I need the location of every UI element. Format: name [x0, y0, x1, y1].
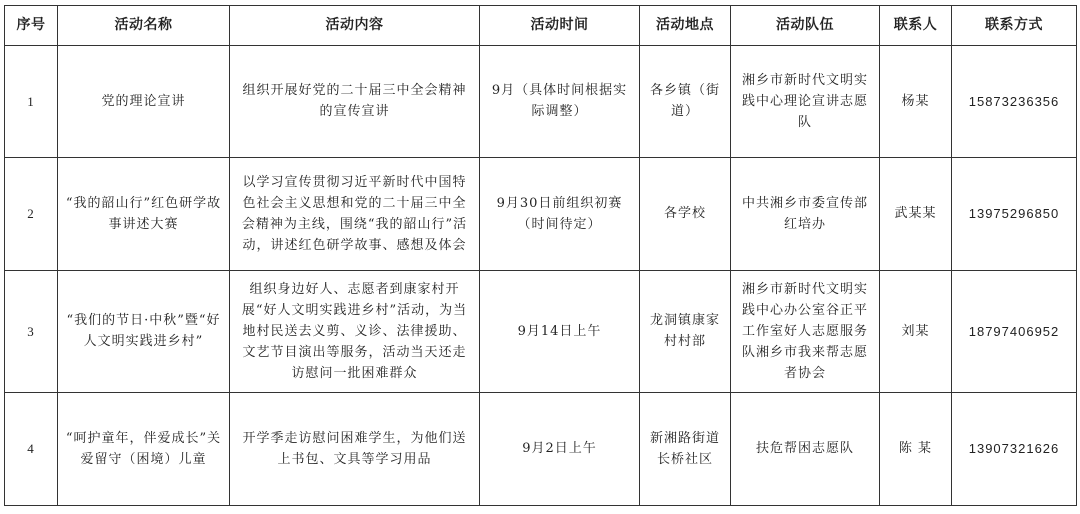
cell-content: 组织身边好人、志愿者到康家村开展“好人文明实践进乡村”活动，为当地村民送去义剪、义诊、法律援助、文艺节目演出等服务，活动当天还走访慰问一批困难群众 [230, 270, 480, 392]
cell-location: 各学校 [640, 157, 731, 270]
cell-time: 9月14日上午 [480, 270, 640, 392]
cell-seq: 2 [5, 157, 58, 270]
cell-name: “我的韶山行”红色研学故事讲述大赛 [58, 157, 230, 270]
cell-content: 组织开展好党的二十届三中全会精神的宣传宣讲 [230, 46, 480, 158]
header-team: 活动队伍 [731, 6, 880, 46]
table-row [5, 157, 1077, 270]
header-seq: 序号 [5, 6, 58, 46]
cell-location: 新湘路街道长桥社区 [640, 392, 731, 505]
cell-contact: 刘某 [880, 270, 952, 392]
cell-contact: 杨某 [880, 46, 952, 158]
table-row [5, 392, 1077, 505]
cell-seq: 3 [5, 270, 58, 392]
cell-name: 党的理论宣讲 [58, 46, 230, 158]
cell-name: “呵护童年，伴爱成长”关爱留守（困境）儿童 [58, 392, 230, 505]
cell-phone: 13907321626 [952, 392, 1077, 505]
cell-team: 湘乡市新时代文明实践中心理论宣讲志愿队 [731, 46, 880, 158]
header-name: 活动名称 [58, 6, 230, 46]
header-row [5, 6, 1077, 46]
cell-contact: 武某某 [880, 157, 952, 270]
cell-phone: 15873236356 [952, 46, 1077, 158]
cell-location: 龙洞镇康家村村部 [640, 270, 731, 392]
header-time: 活动时间 [480, 6, 640, 46]
cell-location: 各乡镇（街道） [640, 46, 731, 158]
cell-content: 开学季走访慰问困难学生，为他们送上书包、文具等学习用品 [230, 392, 480, 505]
cell-team: 湘乡市新时代文明实践中心办公室谷正平工作室好人志愿服务队湘乡市我来帮志愿者协会 [731, 270, 880, 392]
cell-phone: 13975296850 [952, 157, 1077, 270]
cell-content: 以学习宣传贯彻习近平新时代中国特色社会主义思想和党的二十届三中全会精神为主线，围绕“我的韶山行”活动，讲述红色研学故事、感想及体会 [230, 157, 480, 270]
cell-time: 9月（具体时间根据实际调整） [480, 46, 640, 158]
header-content: 活动内容 [230, 6, 480, 46]
cell-team: 中共湘乡市委宣传部红培办 [731, 157, 880, 270]
header-contact: 联系人 [880, 6, 952, 46]
header-phone: 联系方式 [952, 6, 1077, 46]
cell-phone: 18797406952 [952, 270, 1077, 392]
cell-time: 9月2日上午 [480, 392, 640, 505]
cell-seq: 1 [5, 46, 58, 158]
cell-seq: 4 [5, 392, 58, 505]
activity-table [4, 5, 1077, 506]
cell-team: 扶危帮困志愿队 [731, 392, 880, 505]
cell-name: “我们的节日·中秋”暨“好人文明实践进乡村” [58, 270, 230, 392]
table-row [5, 46, 1077, 158]
table-row [5, 270, 1077, 392]
cell-contact: 陈 某 [880, 392, 952, 505]
header-location: 活动地点 [640, 6, 731, 46]
cell-time: 9月30日前组织初赛（时间待定） [480, 157, 640, 270]
